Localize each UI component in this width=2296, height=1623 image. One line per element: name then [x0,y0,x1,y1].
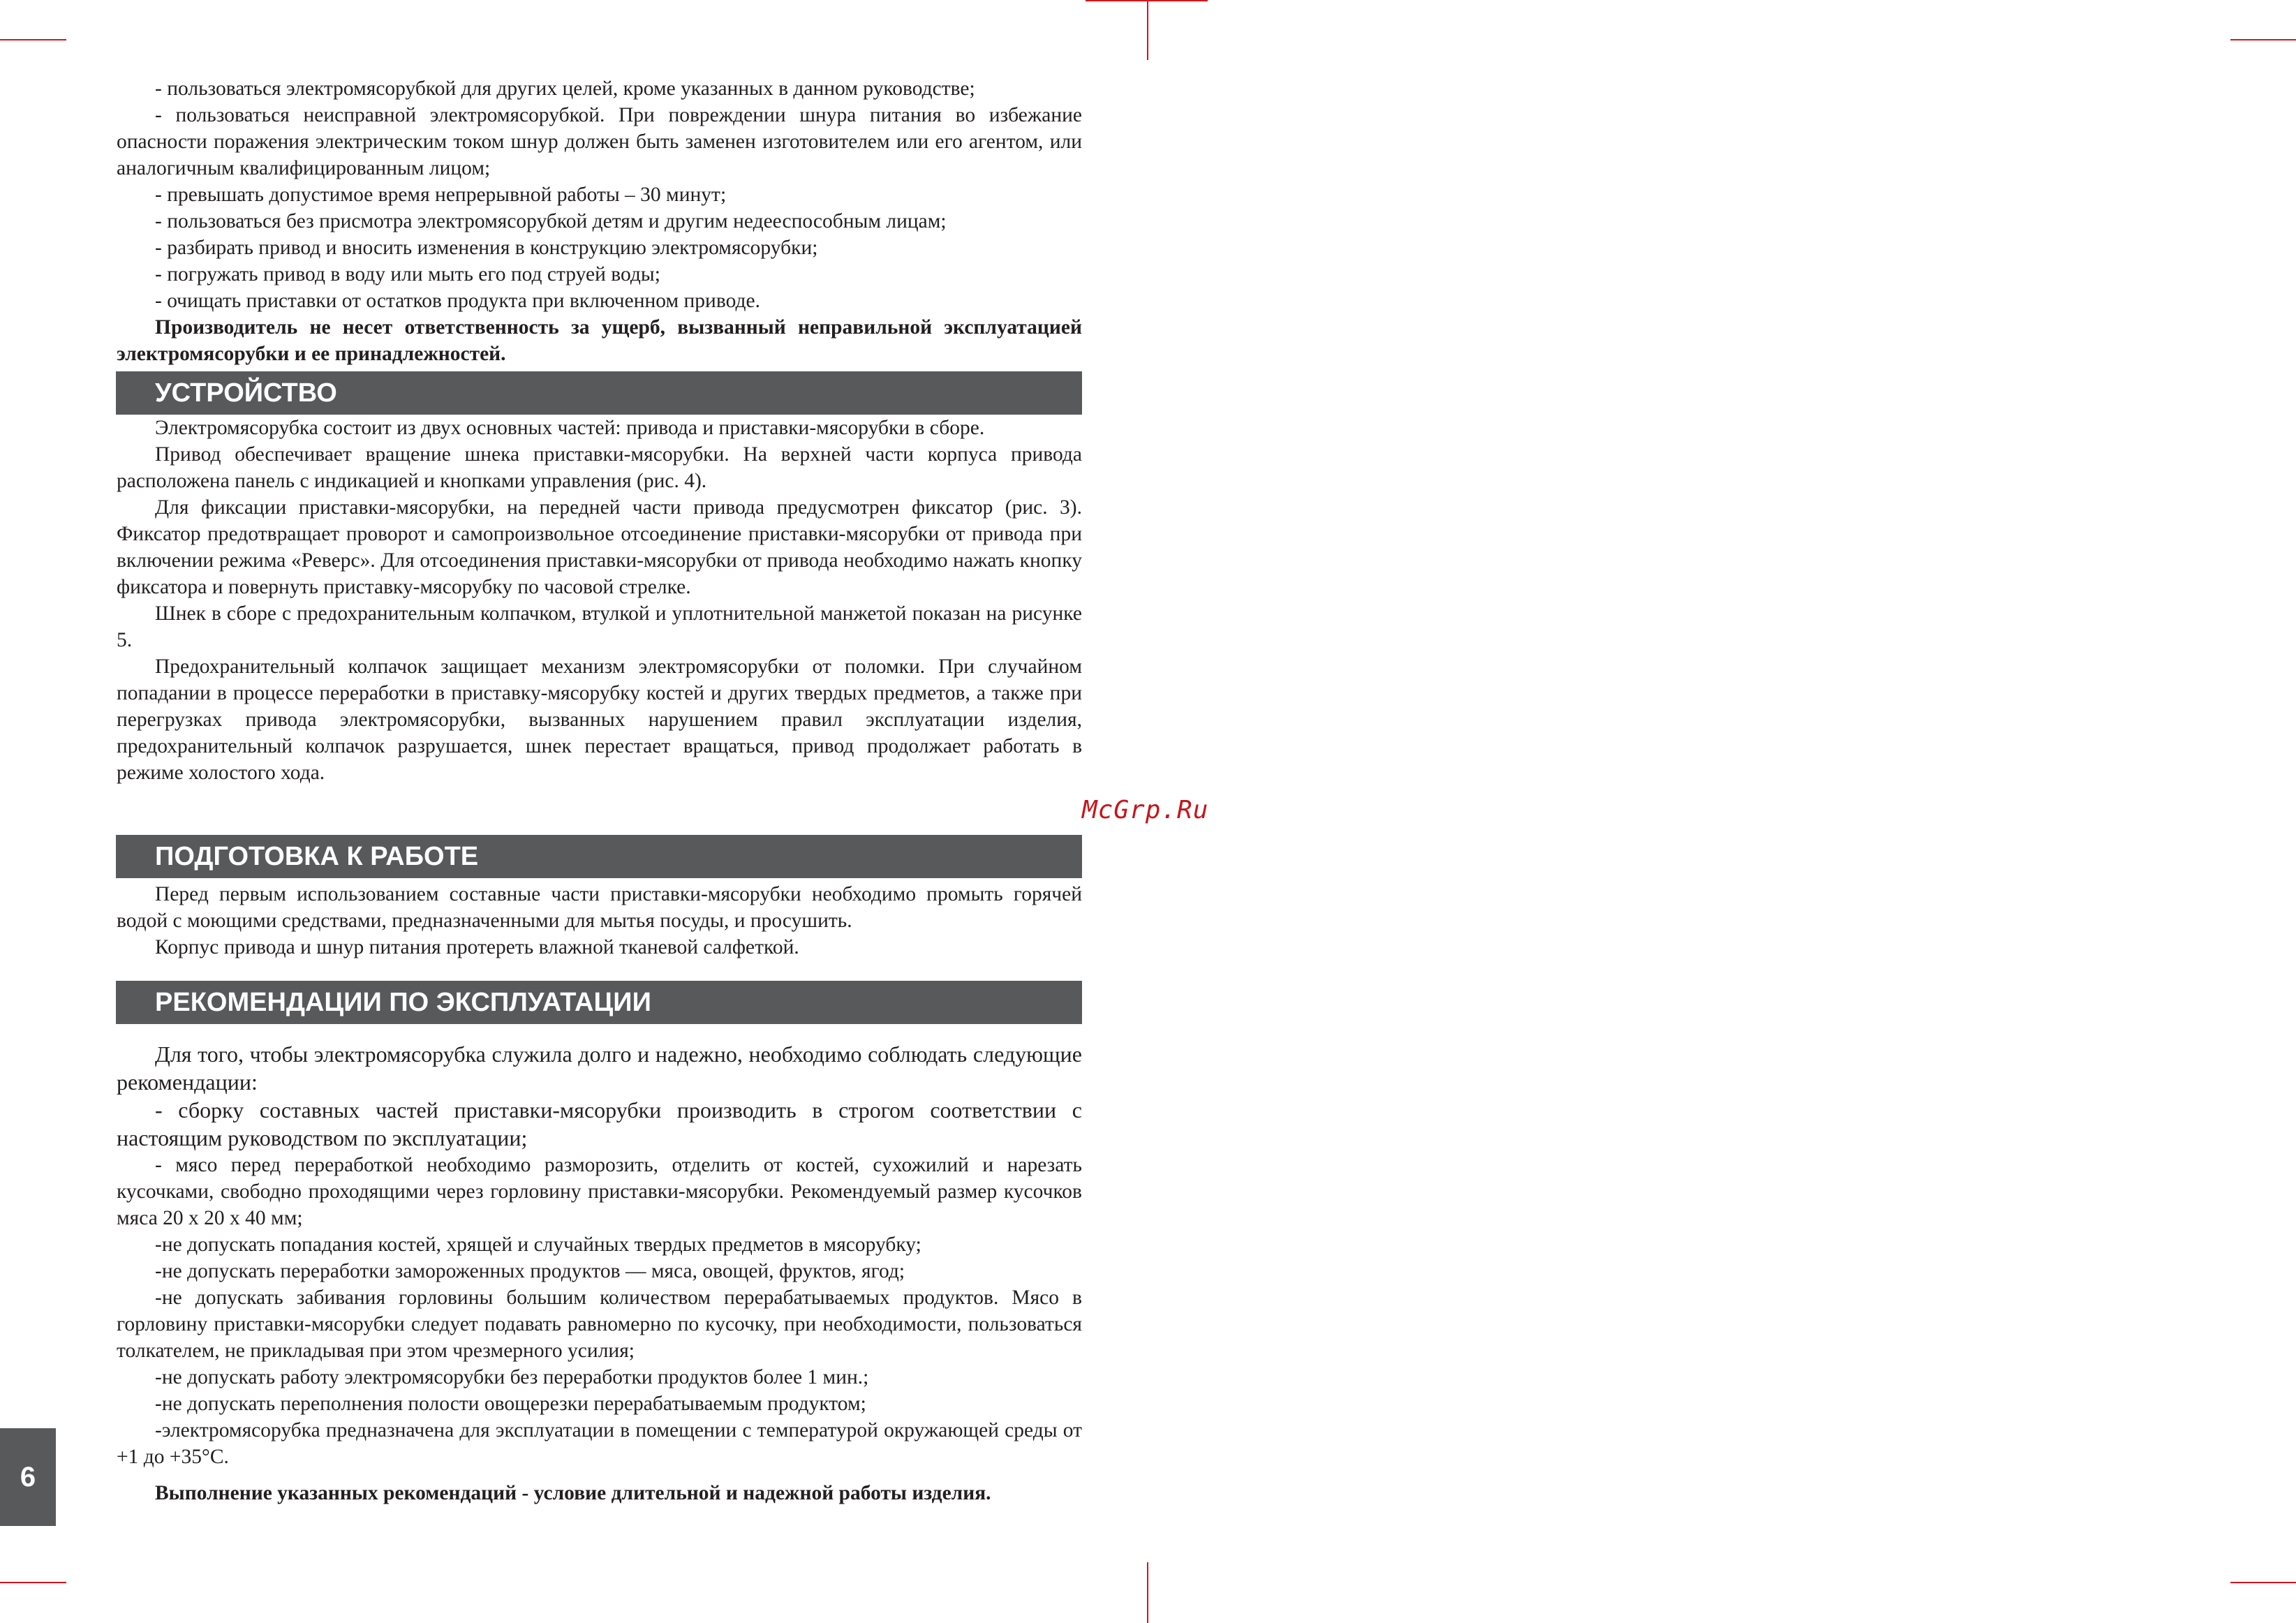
paragraph: - погружать привод в воду или мыть его под струей воды; [155,263,660,286]
paragraph: Перед первым использованием составные части приставки-мясорубки необходимо промыть горячей водой с моющими средствами, предназначенными для мытья посуды, и просушить. [117,883,1082,932]
crop-mark [0,39,66,40]
paragraph: Предохранительный колпачок защищает механизм электромясорубки от поломки. При случайном попадании в процессе переработки в приставку-мясорубку костей и других твердых предметов, а также при перегрузках привода электромясорубки, вызванных нарушением правил эксплуатации изделия, предохранительный колпачок разрушается, шнек перестает вращаться, привод продолжает работать в режиме холостого хода. [117,655,1082,784]
paragraph: - разбирать привод и вносить изменения в конструкцию электромясорубки; [155,237,818,259]
recommendations-section [117,1040,1082,1506]
final-note: Выполнение указанных рекомендаций - условие длительной и надежной работы изделия. [155,1482,991,1504]
paragraph: Шнек в сборе с предохранительным колпачком, втулкой и уплотнительной манжетой показан на рисунке 5. [117,602,1082,651]
paragraph: Электромясорубка состоит из двух основных частей: привода и приставки-мясорубки в сборе. [155,417,985,439]
paragraph: - очищать приставки от остатков продукта при включенном приводе. [155,290,760,312]
page-number: 6 [0,1428,56,1526]
paragraph: Для того, чтобы электромясорубка служила долго и надежно, необходимо соблюдать следующие рекомендации: [117,1042,1082,1095]
crop-mark [0,1582,66,1583]
prohibitions-block [117,75,1082,367]
paragraph: - пользоваться электромясорубкой для других целей, кроме указанных в данном руководстве; [155,77,975,100]
paragraph: -не допускать переработки замороженных продуктов — мяса, овощей, фруктов, ягод; [155,1260,905,1282]
watermark: McGrp.Ru [1082,796,1209,824]
paragraph: - превышать допустимое время непрерывной работы – 30 минут; [155,184,727,206]
section-header-recommendations: РЕКОМЕНДАЦИИ ПО ЭКСПЛУАТАЦИИ [116,981,1082,1024]
crop-mark [1147,1562,1148,1623]
disclaimer: Производитель не несет ответственность за ущерб, вызванный неправильной эксплуатацией электромясорубки и ее принадлежностей. [117,316,1082,365]
device-section [117,415,1082,786]
section-header-device: УСТРОЙСТВО [116,371,1082,415]
paragraph: -не допускать переполнения полости овощерезки перерабатываемым продуктом; [155,1393,866,1415]
paragraph: -не допускать забивания горловины большим количеством перерабатываемых продуктов. Мясо в горловину приставки-мясорубки следует подавать равномерно по кусочку, при необходимости, пользоваться толкателем, не прикладывая при этом чрезмерного усилия; [117,1287,1082,1362]
preparation-section [117,881,1082,961]
crop-mark [2230,1582,2296,1583]
paragraph: - мясо перед переработкой необходимо разморозить, отделить от костей, сухожилий и нарезать кусочками, свободно проходящими через горловину приставки-мясорубки. Рекомендуемый размер кусочков мяса 20 х 20 х 40 мм; [117,1154,1082,1229]
paragraph: Корпус привода и шнур питания протереть влажной тканевой салфеткой. [155,936,799,958]
crop-mark [2230,39,2296,40]
paragraph: -не допускать работу электромясорубки без переработки продуктов более 1 мин.; [155,1366,869,1388]
crop-mark [1147,0,1148,60]
paragraph: - сборку составных частей приставки-мясорубки производить в строгом соответствии с настоящим руководством по эксплуатации; [117,1097,1082,1150]
section-header-preparation: ПОДГОТОВКА К РАБОТЕ [116,835,1082,878]
paragraph: - пользоваться неисправной электромясорубкой. При повреждении шнура питания во избежание опасности поражения электрическим током шнур должен быть заменен изготовителем или его агентом, или аналогичным квалифицированным лицом; [117,104,1082,179]
paragraph: - пользоваться без присмотра электромясорубкой детям и другим недееспособным лицам; [155,210,947,232]
paragraph: Привод обеспечивает вращение шнека приставки-мясорубки. На верхней части корпуса привода расположена панель с индикацией и кнопками управления (рис. 4). [117,443,1082,492]
paragraph: -электромясорубка предназначена для эксплуатации в помещении с температурой окружающей среды от +1 до +35°С. [117,1419,1082,1468]
paragraph: -не допускать попадания костей, хрящей и случайных твердых предметов в мясорубку; [155,1233,921,1256]
paragraph: Для фиксации приставки-мясорубки, на передней части привода предусмотрен фиксатор (рис. 3). Фиксатор предотвращает проворот и самопроизвольное отсоединение приставки-мясорубки от привода при включении режима «Реверс». Для отсоединения приставки-мясорубки от привода необходимо нажать кнопку фиксатора и повернуть приставку-мясорубку по часовой стрелке. [117,496,1082,598]
